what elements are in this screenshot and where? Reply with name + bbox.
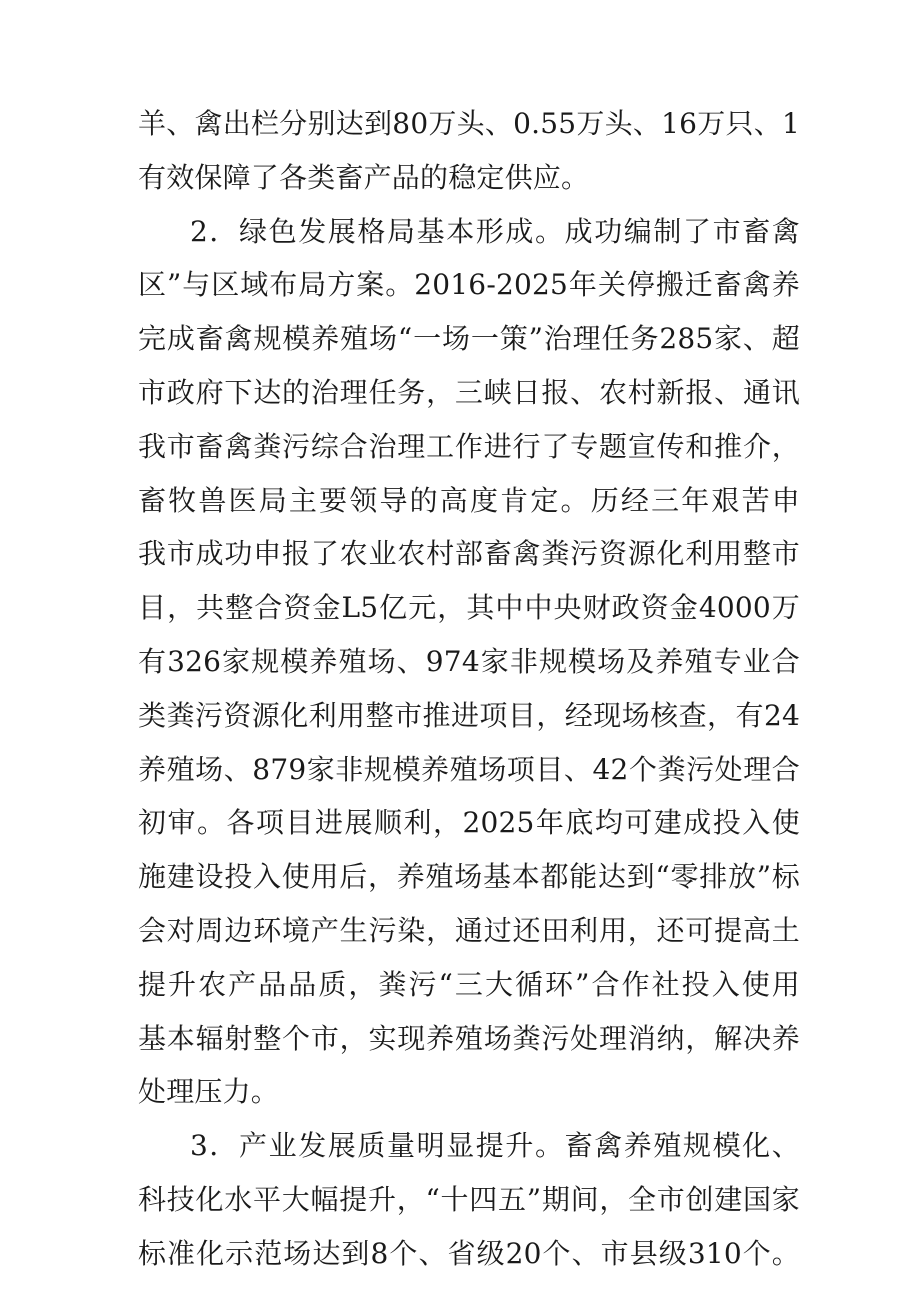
text-line-3: 2．绿色发展格局基本形成。成功编制了市畜禽 [190, 214, 800, 248]
text-line-19: 处理压力。 [138, 1075, 280, 1109]
text-line-15: 施建设投入使用后，养殖场基本都能达到“零排放”标 [138, 860, 800, 894]
text-line-9: 我市成功申报了农业农村部畜禽粪污资源化利用整市 [138, 537, 800, 571]
text-line-4: 区”与区域布局方案。2016-2025年关停搬迁畜禽养 [138, 268, 800, 302]
text-line-21: 科技化水平大幅提升，“十四五”期间，全市创建国家 [138, 1182, 800, 1216]
text-line-8: 畜牧兽医局主要领导的高度肯定。历经三年艰苦申 [138, 483, 800, 517]
text-line-20: 3．产业发展质量明显提升。畜禽养殖规模化、 [190, 1129, 800, 1163]
text-line-13: 养殖场、879家非规模养殖场项目、42个粪污处理合 [138, 752, 800, 786]
text-line-17: 提升农产品品质，粪污“三大循环”合作社投入使用 [138, 967, 800, 1001]
text-line-14: 初审。各项目进展顺利，2025年底均可建成投入使 [138, 806, 800, 840]
text-line-7: 我市畜禽粪污综合治理工作进行了专题宣传和推介， [138, 429, 800, 463]
text-line-2: 有效保障了各类畜产品的稳定供应。 [138, 160, 590, 194]
text-line-5: 完成畜禽规模养殖场“一场一策”治理任务285家、超 [138, 322, 800, 356]
text-line-10: 目，共整合资金L5亿元，其中中央财政资金4000万 [138, 591, 800, 625]
text-line-1: 羊、禽出栏分别达到80万头、0.55万头、16万只、1 [138, 107, 800, 140]
text-line-16: 会对周边环境产生污染，通过还田利用，还可提高土 [138, 913, 800, 947]
text-line-22: 标准化示范场达到8个、省级20个、市县级310个。 [138, 1236, 800, 1270]
text-line-18: 基本辐射整个市，实现养殖场粪污处理消纳，解决养 [138, 1021, 800, 1055]
body-text [138, 97, 800, 1281]
text-line-12: 类粪污资源化利用整市推进项目，经现场核查，有24 [138, 698, 800, 732]
text-line-6: 市政府下达的治理任务，三峡日报、农村新报、通讯 [138, 375, 800, 409]
text-line-11: 有326家规模养殖场、974家非规模场及养殖专业合 [138, 644, 800, 678]
